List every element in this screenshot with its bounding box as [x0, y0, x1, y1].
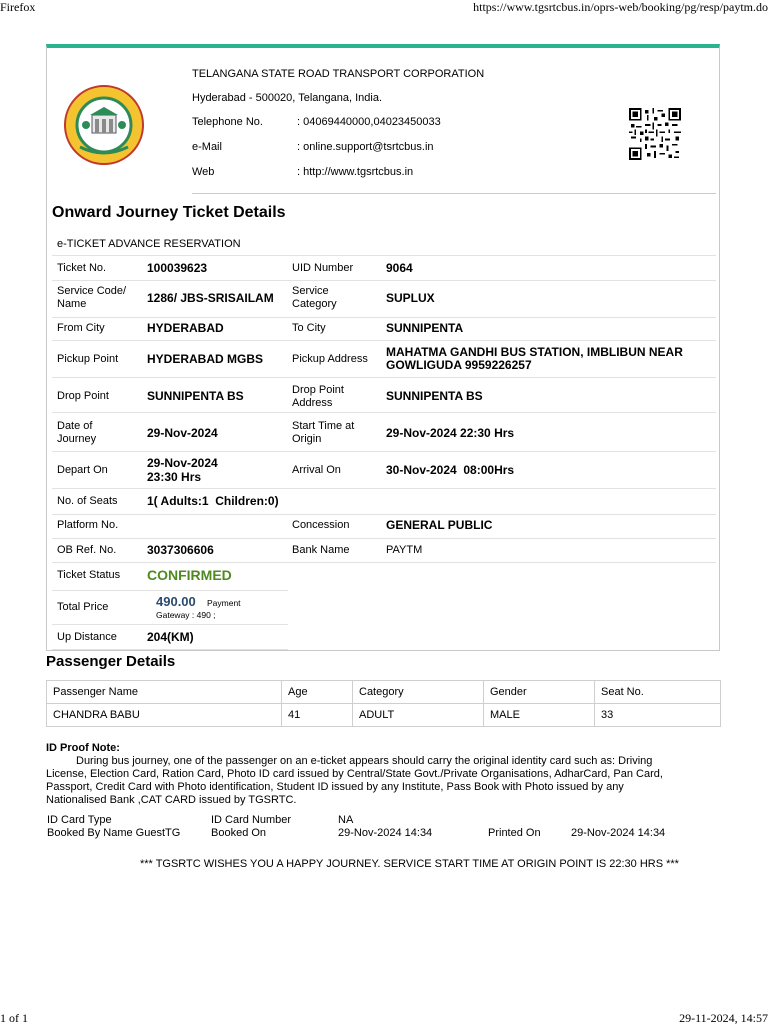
payment-gateway-note: Gateway : 490 ;	[156, 610, 216, 620]
pickup-point-value: HYDERABAD MGBS	[147, 352, 264, 366]
ticket-no-label: Ticket No.	[57, 262, 107, 274]
row-divider	[52, 488, 716, 489]
booked-on-label: Booked On	[211, 827, 267, 839]
service-code-value: 1286/ JBS-SRISAILAM	[147, 291, 274, 305]
ob-ref-label: OB Ref. No.	[57, 544, 117, 556]
org-email-label: e-Mail	[192, 141, 222, 153]
org-web-value: : http://www.tgsrtcbus.in	[297, 166, 414, 178]
start-time-value: 29-Nov-2024 22:30 Hrs	[386, 426, 515, 440]
column-header: Passenger Name	[47, 681, 282, 704]
row-divider	[52, 649, 288, 650]
id-card-type-label: ID Card Type	[47, 814, 112, 826]
id-card-number-value: NA	[338, 814, 354, 826]
bank-name-label: Bank Name	[292, 544, 350, 556]
org-email-value: : online.support@tsrtcbus.in	[297, 141, 434, 153]
drop-point-address-label: Drop Point Address	[292, 384, 344, 409]
platform-label: Platform No.	[57, 519, 119, 531]
seats-label: No. of Seats	[57, 495, 118, 507]
to-city-value: SUNNIPENTA	[386, 321, 464, 335]
row-divider	[52, 317, 716, 318]
row-divider	[52, 412, 716, 413]
service-category-value: SUPLUX	[386, 291, 435, 305]
passenger-seat-cell: 33	[595, 704, 721, 727]
org-address: Hyderabad - 500020, Telangana, India.	[192, 92, 382, 104]
depart-on-date: 29-Nov-2024	[147, 456, 218, 470]
booked-by-label: Booked By Name GuestTG	[47, 827, 181, 839]
tsrtc-logo	[64, 85, 144, 165]
qr-code	[629, 108, 681, 160]
depart-on-label: Depart On	[57, 464, 108, 476]
row-divider	[52, 538, 716, 539]
id-proof-text: During bus journey, one of the passenger on an e-ticket appears should carry the original identity card such as: Driving License, Election Card, Ration Card, Photo ID card issued by Central/State Govt./Private Organisations, AdharCard, Pan Card, Passport, Credit Card with Photo identification, Student ID issued by any Institute, Pass Book with Photo issued by any Nationalised Bank ,CAT CARD issued by TGSRTC.	[46, 755, 663, 806]
drop-point-address-value: SUNNIPENTA BS	[386, 389, 483, 403]
table-header-row	[47, 681, 721, 704]
row-divider	[52, 451, 716, 452]
concession-value: GENERAL PUBLIC	[386, 518, 493, 532]
booked-on-value: 29-Nov-2024 14:34	[338, 827, 433, 839]
column-header: Gender	[484, 681, 595, 704]
uid-number-value: 9064	[386, 261, 413, 275]
org-name: TELANGANA STATE ROAD TRANSPORT CORPORATION	[192, 68, 485, 80]
wish-message: *** TGSRTC WISHES YOU A HAPPY JOURNEY. SERVICE START TIME AT ORIGIN POINT IS 22:30 HRS ***	[140, 858, 679, 870]
row-divider	[52, 377, 716, 378]
passenger-details-title: Passenger Details	[46, 653, 176, 670]
drop-point-label: Drop Point	[57, 390, 109, 402]
passenger-category-cell: ADULT	[353, 704, 484, 727]
print-footer-datetime: 29-11-2024, 14:57	[679, 1011, 768, 1025]
row-divider	[52, 514, 716, 515]
column-header: Category	[353, 681, 484, 704]
row-divider	[52, 624, 288, 625]
row-divider	[52, 562, 716, 563]
header-divider	[192, 193, 716, 194]
total-price-label: Total Price	[57, 601, 109, 613]
printed-on-label: Printed On	[488, 827, 541, 839]
from-city-label: From City	[57, 322, 105, 334]
table-row	[47, 704, 721, 727]
print-header-app: Firefox	[0, 0, 36, 14]
passenger-gender-cell: MALE	[484, 704, 595, 727]
column-header: Age	[282, 681, 353, 704]
reservation-type: e-TICKET ADVANCE RESERVATION	[57, 238, 241, 250]
uid-number-label: UID Number	[292, 262, 354, 274]
pickup-point-label: Pickup Point	[57, 353, 119, 365]
date-of-journey-label: Date of Journey	[57, 420, 97, 445]
payment-note-label: Payment	[207, 598, 241, 608]
date-of-journey-value: 29-Nov-2024	[147, 426, 218, 440]
up-distance-label: Up Distance	[57, 631, 117, 643]
org-web-label: Web	[192, 166, 215, 178]
depart-on-time: 23:30 Hrs	[147, 470, 202, 484]
row-divider	[52, 590, 288, 591]
service-category-label: Service Category	[292, 285, 337, 310]
bank-name-value: PAYTM	[386, 544, 423, 556]
row-divider	[52, 340, 716, 341]
print-header-url: https://www.tgsrtcbus.in/oprs-web/booking/pg/resp/paytm.do	[473, 0, 768, 14]
print-footer-page: 1 of 1	[0, 1011, 28, 1025]
id-card-number-label: ID Card Number	[211, 814, 292, 826]
passenger-table	[46, 680, 721, 727]
ob-ref-value: 3037306606	[147, 543, 214, 557]
id-proof-title: ID Proof Note:	[46, 742, 120, 754]
drop-point-value: SUNNIPENTA BS	[147, 389, 244, 403]
ticket-card	[46, 44, 720, 651]
ticket-status-label: Ticket Status	[57, 569, 121, 581]
start-time-label: Start Time at Origin	[292, 420, 355, 445]
org-phone-label: Telephone No.	[192, 116, 263, 128]
org-phone-value: : 04069440000,04023450033	[297, 116, 441, 128]
pickup-address-label: Pickup Address	[292, 353, 368, 365]
to-city-label: To City	[292, 322, 326, 334]
total-price-amount: 490.00	[156, 594, 196, 609]
arrival-on-value: 30-Nov-2024 08:00Hrs	[386, 463, 515, 477]
row-divider	[52, 280, 716, 281]
concession-label: Concession	[292, 519, 350, 531]
pickup-address-value: MAHATMA GANDHI BUS STATION, IMBLIBUN NEAR GOWLIGUDA 9959226257	[386, 345, 683, 372]
up-distance-value: 204(KM)	[147, 630, 194, 644]
service-code-label: Service Code/ Name	[57, 285, 127, 310]
ticket-no-value: 100039623	[147, 261, 208, 275]
passenger-age-cell: 41	[282, 704, 353, 727]
from-city-value: HYDERABAD	[147, 321, 224, 335]
row-divider	[52, 255, 716, 256]
column-header: Seat No.	[595, 681, 721, 704]
ticket-status-value: CONFIRMED	[147, 567, 232, 583]
seats-value: 1( Adults:1 Children:0)	[147, 494, 279, 508]
printed-on-value: 29-Nov-2024 14:34	[571, 827, 666, 839]
passenger-name-cell: CHANDRA BABU	[47, 704, 282, 727]
arrival-on-label: Arrival On	[292, 464, 341, 476]
ticket-title: Onward Journey Ticket Details	[52, 204, 286, 221]
